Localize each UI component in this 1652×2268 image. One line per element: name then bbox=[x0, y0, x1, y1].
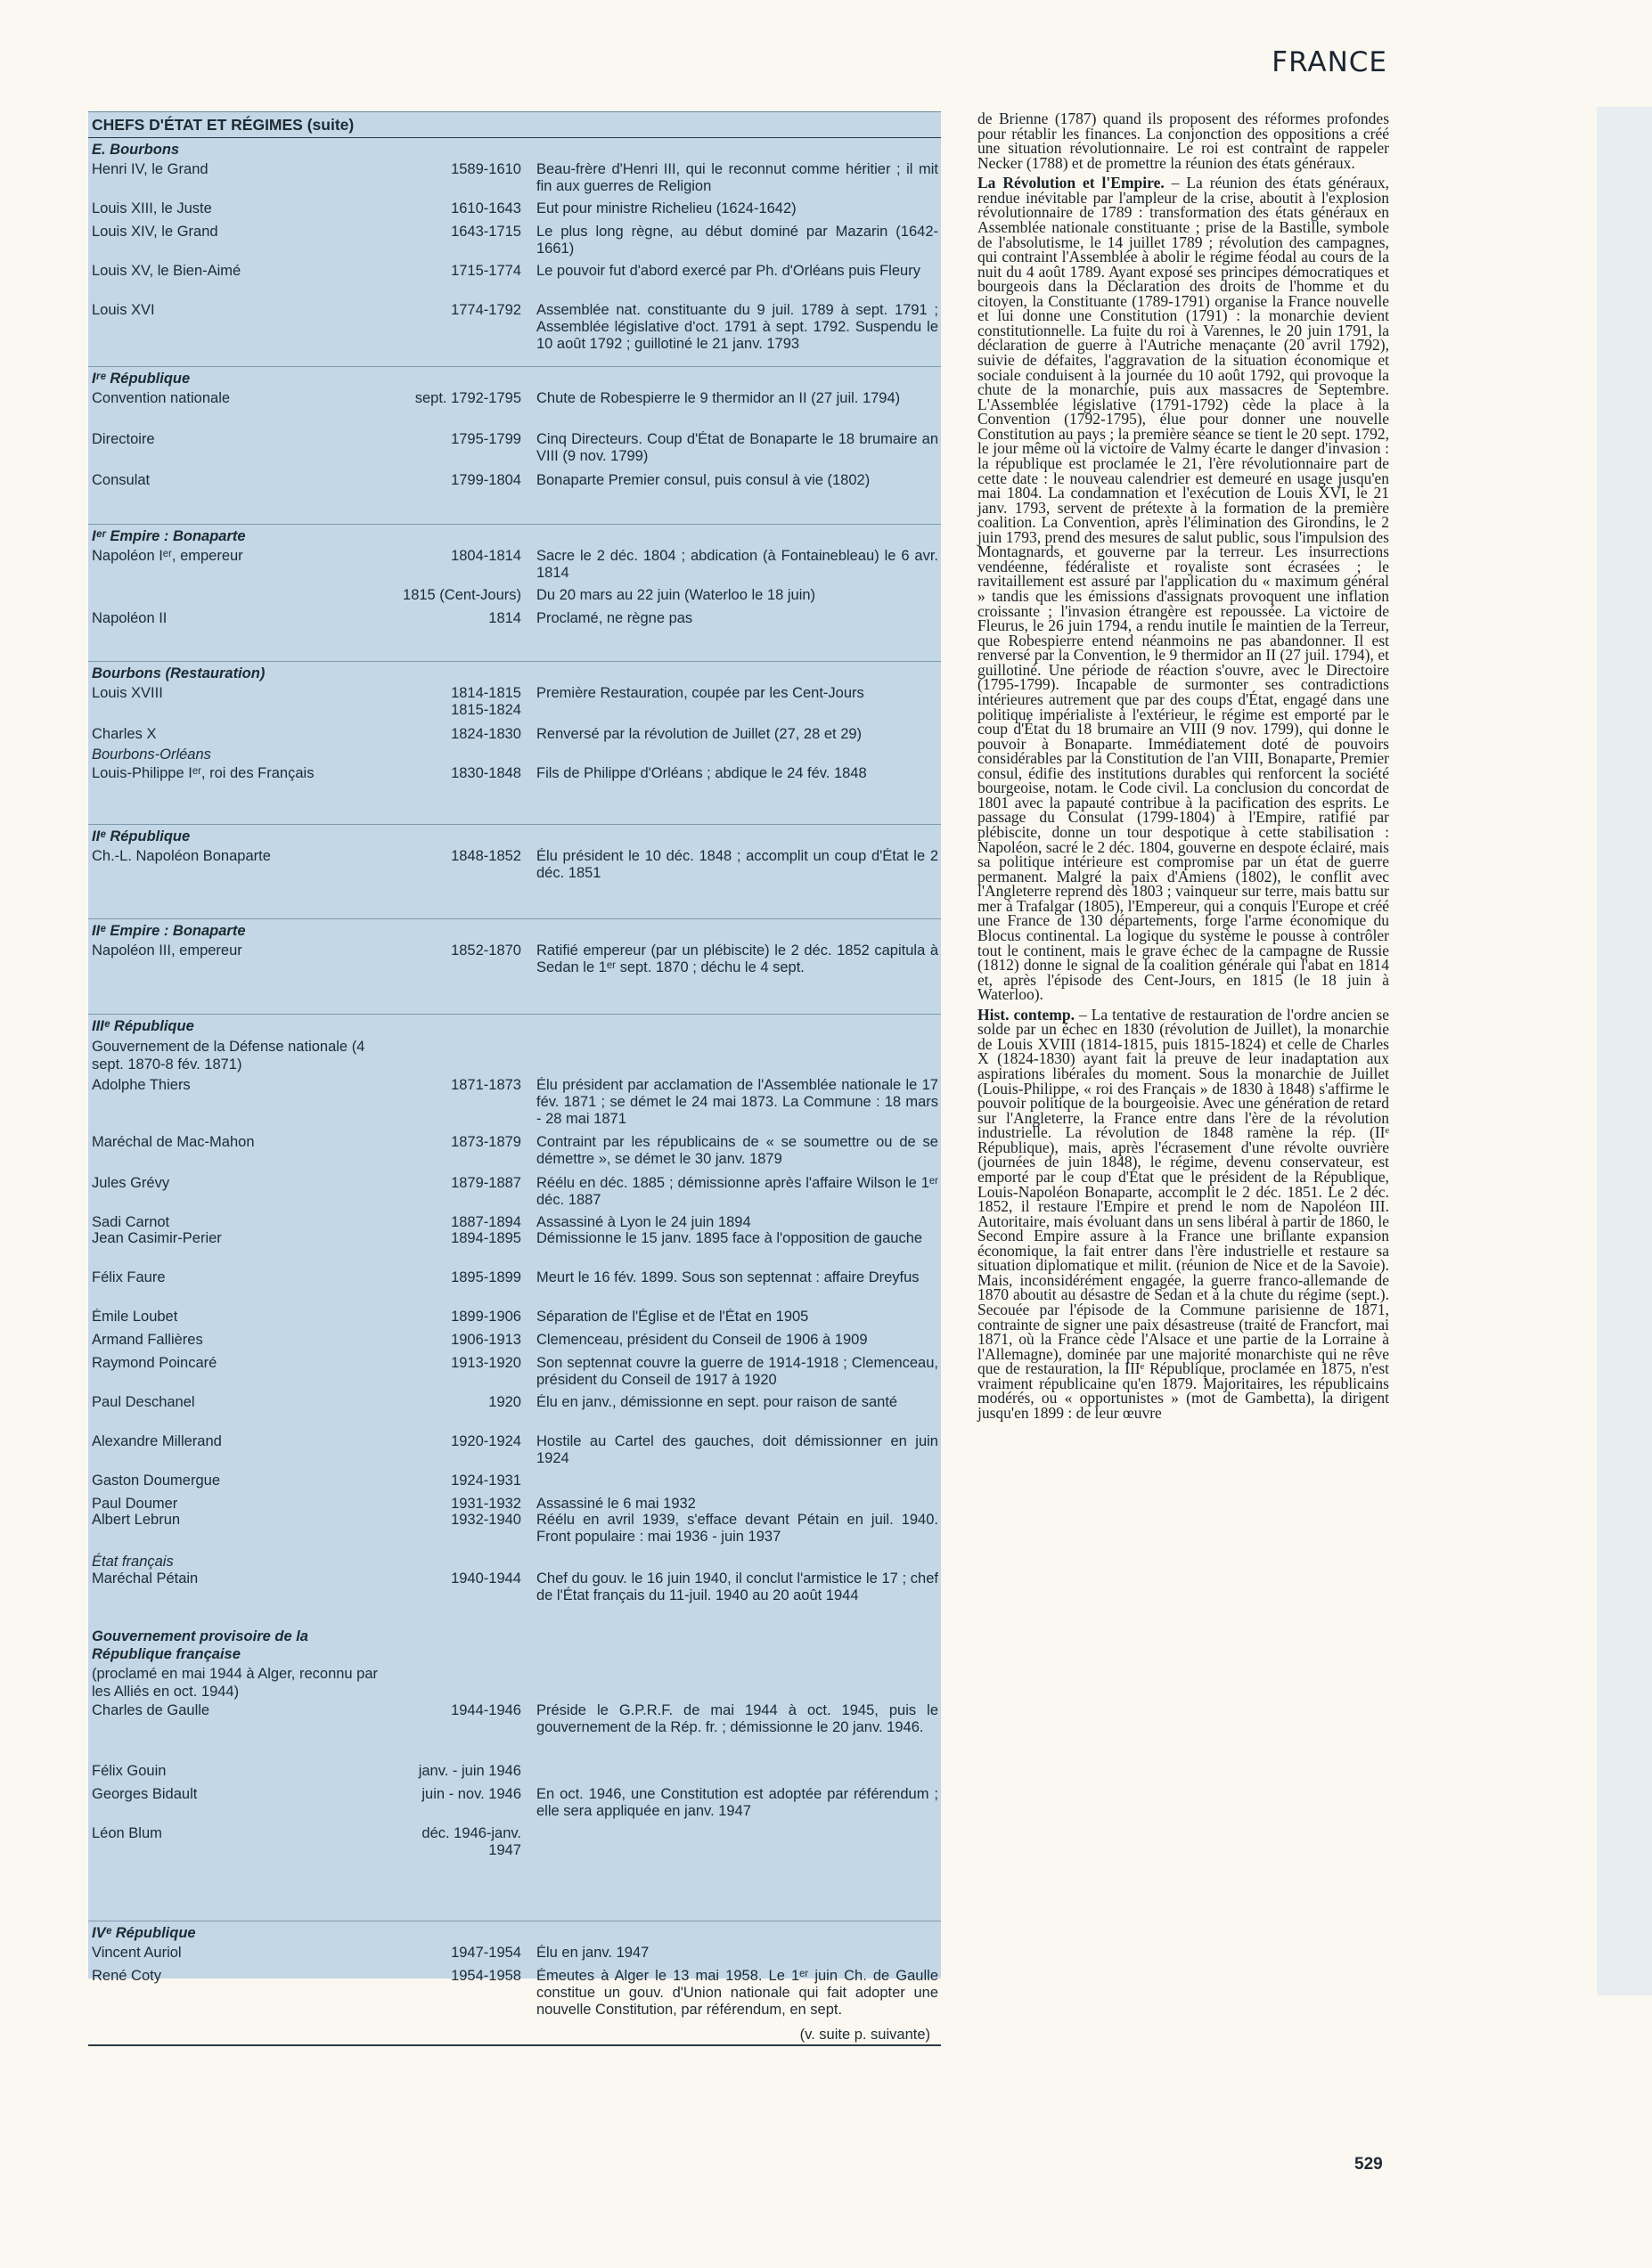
reign-note: Élu en janv. 1947 bbox=[536, 1944, 650, 1961]
reign-note: Ratifié empereur (par un plébiscite) le 2 déc. 1852 capitula à Sedan le 1ᵉʳ sept. 1870 ; déchu le 4 sept. bbox=[536, 942, 938, 975]
table-row bbox=[88, 224, 941, 263]
reign-note: Cinq Directeurs. Coup d'État de Bonaparte le 18 brumaire an VIII (9 nov. 1799) bbox=[536, 430, 938, 464]
ruler-name: Gaston Doumergue bbox=[92, 1473, 220, 1489]
reign-note: Fils de Philippe d'Orléans ; abdique le 24 fév. 1848 bbox=[536, 764, 867, 781]
paragraph-body: – La réunion des états généraux, rendue inévitable par l'ampleur de la crise, aboutit à l'explosion révolutionnaire de 1789 : transformation des états généraux en Assemblée nationale constituante ; prise de la Bastille, symbole de l'absolutisme, le 14 juillet 1789 ; révolution des campagnes, qui contraint l'Assemblée à abolir le régime féodal au cours de la nuit du 4 août 1789. Ayant exposé ses principes démocratiques et bourgeois dans la Déclaration des droits de l'homme et du citoyen, la Constituante (1789-1791) organise la France nouvelle et lui donne une Constitution (1791) : la monarchie devient constitutionnelle. La fuite du roi à Varennes, le 20 juin 1791, la déclaration de guerre à l'Autriche menaçante (20 avril 1792), suivie de défaites, l'aggravation de la situation économique et sociale conduisent à la journée du 10 août 1792, qui provoque la chute de la monarchie, puis aux massacres de Septembre. L'Assemblée législative (1791-1792) cède la place à la Convention (1792-1795), élue pour donner une nouvelle Constitution au pays ; la première séance se tient le 20 sept. 1792, le jour même où la victoire de Valmy écarte le danger d'invasion : la république est proclamée le 21, l'ère révolutionnaire part de cette date : le nouveau calendrier est demeuré en usage jusqu'en mai 1804. La condamnation et l'exécution de Louis XVI, le 21 janv. 1793, servent de prétexte à la formation de la première coalition. La Convention, après l'élimination des Girondins, le 2 juin 1793, prend des mesures de salut public, sous l'impulsion des Montagnards, et gouverne par la terreur. Les insurrections vendéenne, fédéraliste et royaliste sont écrasées ; le ravitaillement est assuré par l'application du « maximum général » tandis que les émissions d'assignats provoquent une inflation croissante ; l'invasion étrangère est repoussée. La victoire de Fleurus, le 26 juin 1794, a rendu inutile le maintien de la Terreur, que Robespierre entend néanmoins ne pas abandonner. Il est renversé par la Convention, le 9 thermidor an II (27 juil. 1794), et guillotiné. Une période de réaction s'ouvre, avec le Directoire (1795-1799). Incapable de surmonter ses contradictions intérieures autrement que par des coups d'État, engagé dans une politique impérialiste à l'extérieur, le régime est emporté par le coup d'État du 18 brumaire an VIII (9 nov. 1799), qui donne le pouvoir à Bonaparte. Immédiatement doté de pouvoirs considérables par la Constitution de l'an VIII, Bonaparte, Premier consul, édifie des institutions durables qui renforcent la société bourgeoise, notam. le Code civil. La conclusion du concordat de 1801 avec la papauté contribue à la pacification des esprits. Le passage du Consulat (1799-1804) à l'Empire, ratifié par plébiscite, donne un tour despotique à cette stabilisation : Napoléon, sacré le 2 déc. 1804, gouverne en despote éclairé, mais sa politique intérieure est compromise par un état de guerre permanent. Malgré la paix d'Amiens (1802), le conflit avec l'Angleterre reprend dès 1803 ; vainqueur sur terre, mais battu sur mer à Trafalgar (1805), l'Empereur, qui a conquis l'Europe et créé une France de 130 départements, forge l'arme économique du Blocus continental. La logique du système le pousse à contrôler tout le continent, mais le grave échec de la campagne de Russie (1812) donne le signal de la coalition générale qui l'abat en 1814 et, après l'épisode des Cent-Jours, en 1815 (le 18 juin à Waterloo). bbox=[977, 174, 1389, 1004]
ruler-name: Convention nationale bbox=[92, 389, 231, 406]
regime-heading: IIIᵉ République bbox=[92, 1018, 194, 1034]
table-row bbox=[88, 848, 941, 894]
reign-dates: 1852-1870 bbox=[451, 942, 521, 959]
table-row bbox=[88, 1763, 941, 1786]
regime-section bbox=[88, 1921, 941, 2046]
table-title: CHEFS D'ÉTAT ET RÉGIMES (suite) bbox=[88, 112, 941, 138]
table-row bbox=[88, 1332, 941, 1355]
reign-dates: 1906-1913 bbox=[451, 1332, 521, 1348]
reign-note: Sacre le 2 déc. 1804 ; abdication (à Fontainebleau) le 6 avr. 1814 bbox=[536, 548, 938, 581]
ruler-name: Félix Faure bbox=[92, 1269, 166, 1285]
ruler-name: Napoléon II bbox=[92, 610, 168, 626]
regime-heading: Iᵉʳ Empire : Bonaparte bbox=[92, 528, 246, 544]
ruler-name: Louis-Philippe Iᵉʳ, roi des Français bbox=[92, 764, 315, 781]
reign-dates: 1940-1944 bbox=[451, 1570, 521, 1587]
regime-heading: Bourbons (Restauration) bbox=[92, 665, 266, 681]
table-row bbox=[88, 1825, 941, 1859]
ruler-name: Louis XVIII bbox=[92, 684, 163, 701]
regime-section bbox=[88, 1015, 941, 1921]
reign-note bbox=[536, 1473, 938, 1496]
regime-heading: IIᵉ République bbox=[92, 828, 191, 844]
table-row bbox=[88, 431, 941, 472]
table-row bbox=[88, 472, 941, 501]
regime-note: Gouvernement de la Défense nationale (4 sept. 1870-8 fév. 1871) bbox=[92, 1039, 365, 1073]
ruler-name: Émile Loubet bbox=[92, 1309, 178, 1325]
reign-dates: 1931-1932 bbox=[451, 1496, 521, 1512]
reign-note: Émeutes à Alger le 13 mai 1958. Le 1ᵉʳ juin Ch. de Gaulle constitue un gouv. d'Union nationale qui fait adopter une nouvelle Constitution, par référendum, en sept. bbox=[536, 1967, 938, 2018]
table-row bbox=[88, 1945, 941, 1968]
reign-dates: 1871-1873 bbox=[451, 1077, 521, 1093]
reign-note: Élu en janv., démissionne en sept. pour raison de santé bbox=[536, 1394, 898, 1410]
paragraph-title: La Révolution et l'Empire. bbox=[977, 174, 1165, 192]
reign-dates: 1924-1931 bbox=[451, 1473, 521, 1489]
reign-dates: 1895-1899 bbox=[451, 1269, 521, 1285]
table-row bbox=[88, 1786, 941, 1825]
regime-heading: E. Bourbons bbox=[92, 142, 180, 158]
reign-note: Assemblée nat. constituante du 9 juil. 1789 à sept. 1791 ; Assemblée législative d'oct. 1791 à sept. 1792. Suspendu le 10 août 1792 ; guillotiné le 21 janv. 1793 bbox=[536, 302, 938, 352]
reign-dates: juin - nov. 1946 bbox=[421, 1786, 521, 1802]
table-row bbox=[88, 390, 941, 431]
regime-section bbox=[88, 825, 941, 919]
reign-dates: 1804-1814 bbox=[451, 548, 521, 564]
ruler-name: Raymond Poincaré bbox=[92, 1355, 217, 1371]
regime-heading: IVᵉ République bbox=[92, 1924, 196, 1941]
ruler-name: Directoire bbox=[92, 430, 155, 447]
reign-dates: 1947-1954 bbox=[451, 1944, 521, 1961]
regime-section bbox=[88, 367, 941, 526]
ruler-name: Jules Grévy bbox=[92, 1175, 170, 1191]
reign-dates: 1815 (Cent-Jours) bbox=[403, 587, 521, 603]
reign-note: En oct. 1946, une Constitution est adoptée par référendum ; elle sera appliquée en janv. 1947 bbox=[536, 1786, 938, 1819]
ruler-name: Consulat bbox=[92, 471, 151, 488]
ruler-name: Armand Fallières bbox=[92, 1332, 203, 1348]
reign-note: Son septennat couvre la guerre de 1914-1918 ; Clemenceau, président du Conseil de 1917 à 1920 bbox=[536, 1355, 938, 1388]
sub-regime-heading: Bourbons-Orléans bbox=[92, 746, 211, 763]
reign-note: Bonaparte Premier consul, puis consul à vie (1802) bbox=[536, 471, 871, 488]
reign-dates: 1899-1906 bbox=[451, 1309, 521, 1325]
reign-dates: déc. 1946-janv. 1947 bbox=[421, 1825, 521, 1858]
reign-dates: 1920-1924 bbox=[451, 1433, 521, 1449]
ruler-name: Jean Casimir-Perier bbox=[92, 1230, 222, 1246]
reign-dates: 1848-1852 bbox=[451, 848, 521, 864]
table-row bbox=[88, 1134, 941, 1175]
ruler-name: Henri IV, le Grand bbox=[92, 161, 209, 177]
regime-section bbox=[88, 525, 941, 662]
ruler-name: Vincent Auriol bbox=[92, 1944, 182, 1961]
reign-note: Réélu en déc. 1885 ; démissionne après l'affaire Wilson le 1ᵉʳ déc. 1887 bbox=[536, 1175, 938, 1208]
table-row bbox=[88, 942, 941, 992]
ruler-name: Paul Deschanel bbox=[92, 1394, 195, 1410]
ruler-name: Charles X bbox=[92, 725, 157, 742]
table-row bbox=[88, 726, 941, 746]
ruler-name: Louis XV, le Bien-Aimé bbox=[92, 263, 241, 279]
sub-regime-heading: Gouvernement provisoire de la République française bbox=[92, 1628, 308, 1662]
table-row bbox=[88, 587, 941, 610]
reign-dates: 1873-1879 bbox=[451, 1134, 521, 1150]
reign-note: Clemenceau, président du Conseil de 1906 à 1909 bbox=[536, 1332, 868, 1348]
reign-note: Élu président le 10 déc. 1848 ; accomplit un coup d'État le 2 déc. 1851 bbox=[536, 848, 938, 881]
paragraph-title: Hist. contemp. bbox=[977, 1005, 1075, 1024]
ruler-name: Napoléon Iᵉʳ, empereur bbox=[92, 548, 243, 564]
table-row bbox=[88, 1433, 941, 1473]
reign-dates: 1830-1848 bbox=[451, 764, 521, 781]
table-row bbox=[88, 1496, 941, 1512]
reign-dates: 1920 bbox=[488, 1394, 521, 1410]
regime-heading: Iʳᵉ République bbox=[92, 370, 191, 387]
text-paragraph bbox=[977, 175, 1389, 1002]
reign-note: Le plus long règne, au début dominé par Mazarin (1642-1661) bbox=[536, 224, 938, 257]
table-row bbox=[88, 1309, 941, 1332]
table-row bbox=[88, 1473, 941, 1496]
ruler-name: Georges Bidault bbox=[92, 1786, 198, 1802]
ruler-name: Napoléon III, empereur bbox=[92, 942, 242, 959]
page-number: 529 bbox=[1354, 2155, 1383, 2174]
ruler-name: Maréchal Pétain bbox=[92, 1570, 199, 1587]
reign-dates: 1610-1643 bbox=[451, 200, 521, 216]
table-row bbox=[88, 1968, 941, 2027]
ruler-name: Paul Doumer bbox=[92, 1496, 178, 1512]
reign-dates: 1799-1804 bbox=[451, 471, 521, 488]
table-row bbox=[88, 1355, 941, 1394]
reign-note: Assassiné le 6 mai 1932 bbox=[536, 1496, 696, 1512]
reign-dates: 1944-1946 bbox=[451, 1702, 521, 1718]
ruler-name: Louis XVI bbox=[92, 302, 155, 318]
ruler-name: René Coty bbox=[92, 1967, 161, 1984]
page-header: FRANCE bbox=[1272, 46, 1387, 78]
table-row bbox=[88, 1702, 941, 1763]
right-margin-strip bbox=[1597, 107, 1652, 1995]
reign-note: Réélu en avril 1939, s'efface devant Pétain en juil. 1940. Front populaire : mai 1936 - juin 1937 bbox=[536, 1512, 938, 1545]
table-row bbox=[88, 1512, 941, 1553]
table-row bbox=[88, 1230, 941, 1269]
ruler-name: Maréchal de Mac-Mahon bbox=[92, 1134, 255, 1150]
table-row bbox=[88, 610, 941, 639]
reign-note: Élu président par acclamation de l'Assemblée nationale le 17 fév. 1871 ; se démet le 24 mai 1873. La Commune : 18 mars - 28 mai 1871 bbox=[536, 1077, 938, 1127]
text-paragraph bbox=[977, 111, 1389, 170]
ruler-name: Albert Lebrun bbox=[92, 1512, 181, 1528]
table-row bbox=[88, 1175, 941, 1214]
history-text-column bbox=[977, 111, 1389, 1426]
ruler-name bbox=[88, 587, 397, 610]
table-row bbox=[88, 765, 941, 801]
chefs-etat-table bbox=[88, 111, 941, 2043]
reign-note: Préside le G.P.R.F. de mai 1944 à oct. 1945, puis le gouvernement de la Rép. fr. ; démissionne le 20 janv. 1946. bbox=[536, 1702, 938, 1735]
ruler-name: Louis XIV, le Grand bbox=[92, 224, 218, 240]
ruler-name: Alexandre Millerand bbox=[92, 1433, 222, 1449]
reign-note: Assassiné à Lyon le 24 juin 1894 bbox=[536, 1214, 751, 1230]
continuation-note: (v. suite p. suivante) bbox=[799, 2026, 930, 2043]
table-row bbox=[88, 1570, 941, 1628]
reign-note: Renversé par la révolution de Juillet (27, 28 et 29) bbox=[536, 725, 863, 742]
table-row bbox=[88, 200, 941, 224]
table-row bbox=[88, 1077, 941, 1134]
reign-dates: 1913-1920 bbox=[451, 1355, 521, 1371]
reign-note: Le pouvoir fut d'abord exercé par Ph. d'Orléans puis Fleury bbox=[536, 263, 920, 279]
reign-dates: 1643-1715 bbox=[451, 224, 521, 240]
reign-dates: 1894-1895 bbox=[451, 1230, 521, 1246]
reign-note: Beau-frère d'Henri III, qui le reconnut comme héritier ; il mit fin aux guerres de Religion bbox=[536, 161, 938, 194]
regime-section bbox=[88, 138, 941, 367]
reign-dates: 1932-1940 bbox=[451, 1512, 521, 1528]
reign-note: Séparation de l'Église et de l'État en 1905 bbox=[536, 1309, 809, 1325]
reign-dates: 1954-1958 bbox=[451, 1967, 521, 1984]
reign-note: Meurt le 16 fév. 1899. Sous son septennat : affaire Dreyfus bbox=[536, 1269, 920, 1285]
ruler-name: Adolphe Thiers bbox=[92, 1077, 191, 1093]
ruler-name: Ch.-L. Napoléon Bonaparte bbox=[92, 848, 271, 864]
table-row bbox=[88, 302, 941, 363]
paragraph-body: – La tentative de restauration de l'ordre ancien se solde par un échec en 1830 (révolution de Juillet), la monarchie de Louis XVIII (1814-1815, puis 1815-1824) et celle de Charles X (1824-1830) ayant fait la preuve de leur inadaptation aux aspirations libérales du moment. Sous la monarchie de Juillet (Louis-Philippe, « roi des Français » de 1830 à 1848) s'affirme le pouvoir politique de la bourgeoisie. Avec une génération de retard sur l'Angleterre, la France entre dans l'ère de la révolution industrielle. La révolution de 1848 ramène la rép. (IIᵉ République), mais, après l'écrasement d'une révolte ouvrière (journées de juin 1848), le régime, devenu conservateur, est emporté par le coup d'État que le président de la République, Louis-Napoléon Bonaparte, accomplit le 2 déc. 1851. Le 2 déc. 1852, il restaure l'Empire et prend le nom de Napoléon III. Autoritaire, mais évoluant dans un sens libéral à partir de 1860, le Second Empire assure à la France une brillante expansion économique, la fait entrer dans l'ère industrielle et restaure sa situation diplomatique et milit. (réunion de Nice et de la Savoie). Mais, inconsidérément engagée, la guerre franco-allemande de 1870 aboutit au désastre de Sedan et à la chute du régime (sept.). Secouée par l'épisode de la Commune parisienne de 1871, contrainte de signer une paix désastreuse (traité de Francfort, mai 1871, où la France cède l'Alsace et une partie de la Lorraine à l'Allemagne), dominée par une majorité monarchiste qui ne rêve que de restauration, la IIIᵉ République, proclamée en 1875, n'est vraiment républicaine qu'en 1879. Majoritaires, les républicains modérés, ou « opportunistes » (mot de Gambetta), la dirigent jusqu'en 1899 : de leur œuvre bbox=[977, 1005, 1389, 1422]
reign-dates: 1879-1887 bbox=[451, 1175, 521, 1191]
paragraph-body: de Brienne (1787) quand ils proposent des réformes profondes pour rétablir les finances. La conjonction des oppositions a créé une situation révolutionnaire. Le roi est contraint de rappeler Necker (1788) et de promettre la réunion des états généraux. bbox=[977, 110, 1389, 172]
reign-dates: sept. 1792-1795 bbox=[414, 389, 521, 406]
reign-note bbox=[536, 1825, 938, 1859]
reign-dates: 1887-1894 bbox=[451, 1214, 521, 1230]
reign-note: Contraint par les républicains de « se soumettre ou de se démettre », se démet le 30 janv. 1879 bbox=[536, 1134, 938, 1167]
table-row bbox=[88, 263, 941, 302]
reign-note bbox=[536, 1763, 938, 1786]
table-row bbox=[88, 685, 941, 726]
ruler-name: Charles de Gaulle bbox=[92, 1702, 210, 1718]
reign-note: Du 20 mars au 22 juin (Waterloo le 18 juin) bbox=[536, 587, 816, 603]
table-row bbox=[88, 1269, 941, 1309]
ruler-name: Louis XIII, le Juste bbox=[92, 200, 212, 216]
regime-heading: IIᵉ Empire : Bonaparte bbox=[92, 922, 246, 939]
reign-note: Chef du gouv. le 16 juin 1940, il conclut l'armistice le 17 ; chef de l'État français du 11-juil. 1940 au 20 août 1944 bbox=[536, 1570, 938, 1603]
table-row bbox=[88, 161, 941, 200]
regime-section bbox=[88, 662, 941, 826]
reign-note: Première Restauration, coupée par les Cent-Jours bbox=[536, 684, 864, 701]
ruler-name: Félix Gouin bbox=[92, 1763, 167, 1779]
regime-note: (proclamé en mai 1944 à Alger, reconnu par les Alliés en oct. 1944) bbox=[92, 1666, 379, 1700]
sub-regime-heading: État français bbox=[92, 1554, 174, 1570]
reign-note: Eut pour ministre Richelieu (1624-1642) bbox=[536, 200, 797, 216]
table-sections bbox=[88, 138, 941, 2046]
reign-note: Démissionne le 15 janv. 1895 face à l'opposition de gauche bbox=[536, 1230, 923, 1246]
reign-dates: 1795-1799 bbox=[451, 430, 521, 447]
reign-dates: 1814-1815 1815-1824 bbox=[451, 684, 521, 718]
ruler-name: Léon Blum bbox=[92, 1825, 162, 1841]
reign-note: Chute de Robespierre le 9 thermidor an II (27 juil. 1794) bbox=[536, 389, 901, 406]
table-row bbox=[88, 1214, 941, 1230]
reign-dates: 1715-1774 bbox=[451, 263, 521, 279]
ruler-name: Sadi Carnot bbox=[92, 1214, 170, 1230]
table-row bbox=[88, 1394, 941, 1433]
text-paragraph bbox=[977, 1005, 1389, 1422]
reign-dates: janv. - juin 1946 bbox=[418, 1763, 521, 1779]
reign-note: Proclamé, ne règne pas bbox=[536, 610, 693, 626]
regime-section bbox=[88, 919, 941, 1016]
reign-dates: 1589-1610 bbox=[451, 161, 521, 177]
reign-dates: 1824-1830 bbox=[451, 725, 521, 742]
reign-dates: 1814 bbox=[488, 610, 521, 626]
table-row bbox=[88, 548, 941, 587]
reign-note: Hostile au Cartel des gauches, doit démissionner en juin 1924 bbox=[536, 1433, 938, 1466]
reign-dates: 1774-1792 bbox=[451, 302, 521, 318]
